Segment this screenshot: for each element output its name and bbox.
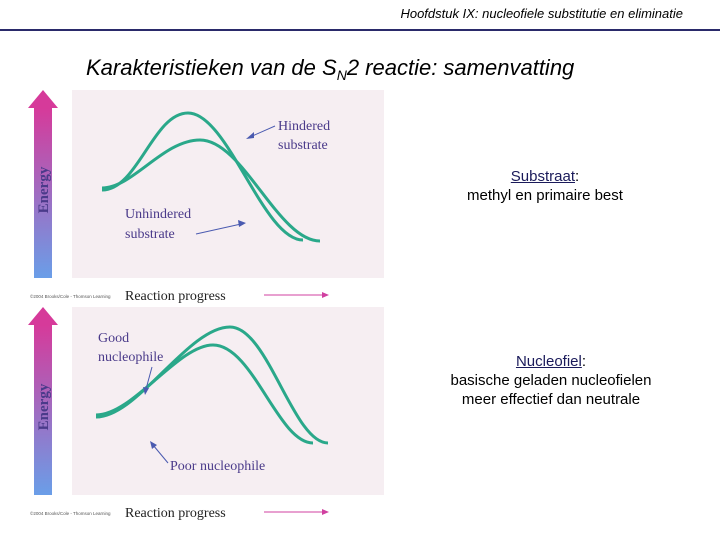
reaction-progress-label: Reaction progress bbox=[125, 289, 226, 303]
hindered-label-line1: Hindered bbox=[278, 119, 331, 134]
substrate-note-text: methyl en primaire best bbox=[467, 187, 623, 204]
hindered-label-line2: substrate bbox=[278, 138, 328, 153]
reaction-progress-arrow bbox=[264, 509, 329, 515]
substrate-note bbox=[440, 167, 650, 205]
substrate-note-heading bbox=[440, 167, 650, 186]
unhindered-label-line1: Unhindered bbox=[125, 207, 192, 222]
energy-axis-label: Energy bbox=[36, 166, 52, 214]
energy-axis-label: Energy bbox=[36, 383, 52, 431]
nucleophile-energy-diagram bbox=[28, 305, 384, 520]
nucleophile-note-heading bbox=[420, 352, 682, 371]
poor-nucleophile-label: Poor nucleophile bbox=[170, 459, 266, 474]
nucleophile-colon: : bbox=[581, 353, 587, 370]
reaction-progress-arrow bbox=[264, 292, 329, 298]
substrate-term: Substraat bbox=[510, 168, 576, 185]
nucleophile-note-line1: basische geladen nucleofielen bbox=[450, 372, 652, 389]
reaction-progress-label: Reaction progress bbox=[125, 506, 226, 520]
nucleophile-note-line2: meer effectief dan neutrale bbox=[461, 391, 641, 408]
substrate-colon: : bbox=[575, 168, 580, 185]
chapter-header: Hoofdstuk IX: nucleofiele substitutie en eliminatie bbox=[400, 6, 683, 21]
header-rule bbox=[0, 29, 720, 31]
title-prefix: Karakteristieken van de S bbox=[86, 55, 337, 80]
title-subscript: N bbox=[336, 67, 347, 83]
good-nucleophile-label-line1: Good bbox=[98, 331, 130, 346]
substrate-energy-diagram bbox=[28, 88, 384, 303]
nucleophile-term: Nucleofiel bbox=[515, 353, 582, 370]
nucleophile-note bbox=[420, 352, 682, 409]
good-nucleophile-label-line2: nucleophile bbox=[98, 350, 164, 365]
unhindered-label-line2: substrate bbox=[125, 227, 175, 242]
title-suffix: 2 reactie: samenvatting bbox=[346, 55, 575, 80]
copyright-text: ©2004 Brooks/Cole - Thomson Learning bbox=[30, 294, 111, 299]
copyright-text: ©2004 Brooks/Cole - Thomson Learning bbox=[30, 511, 111, 516]
slide-title bbox=[86, 55, 574, 83]
